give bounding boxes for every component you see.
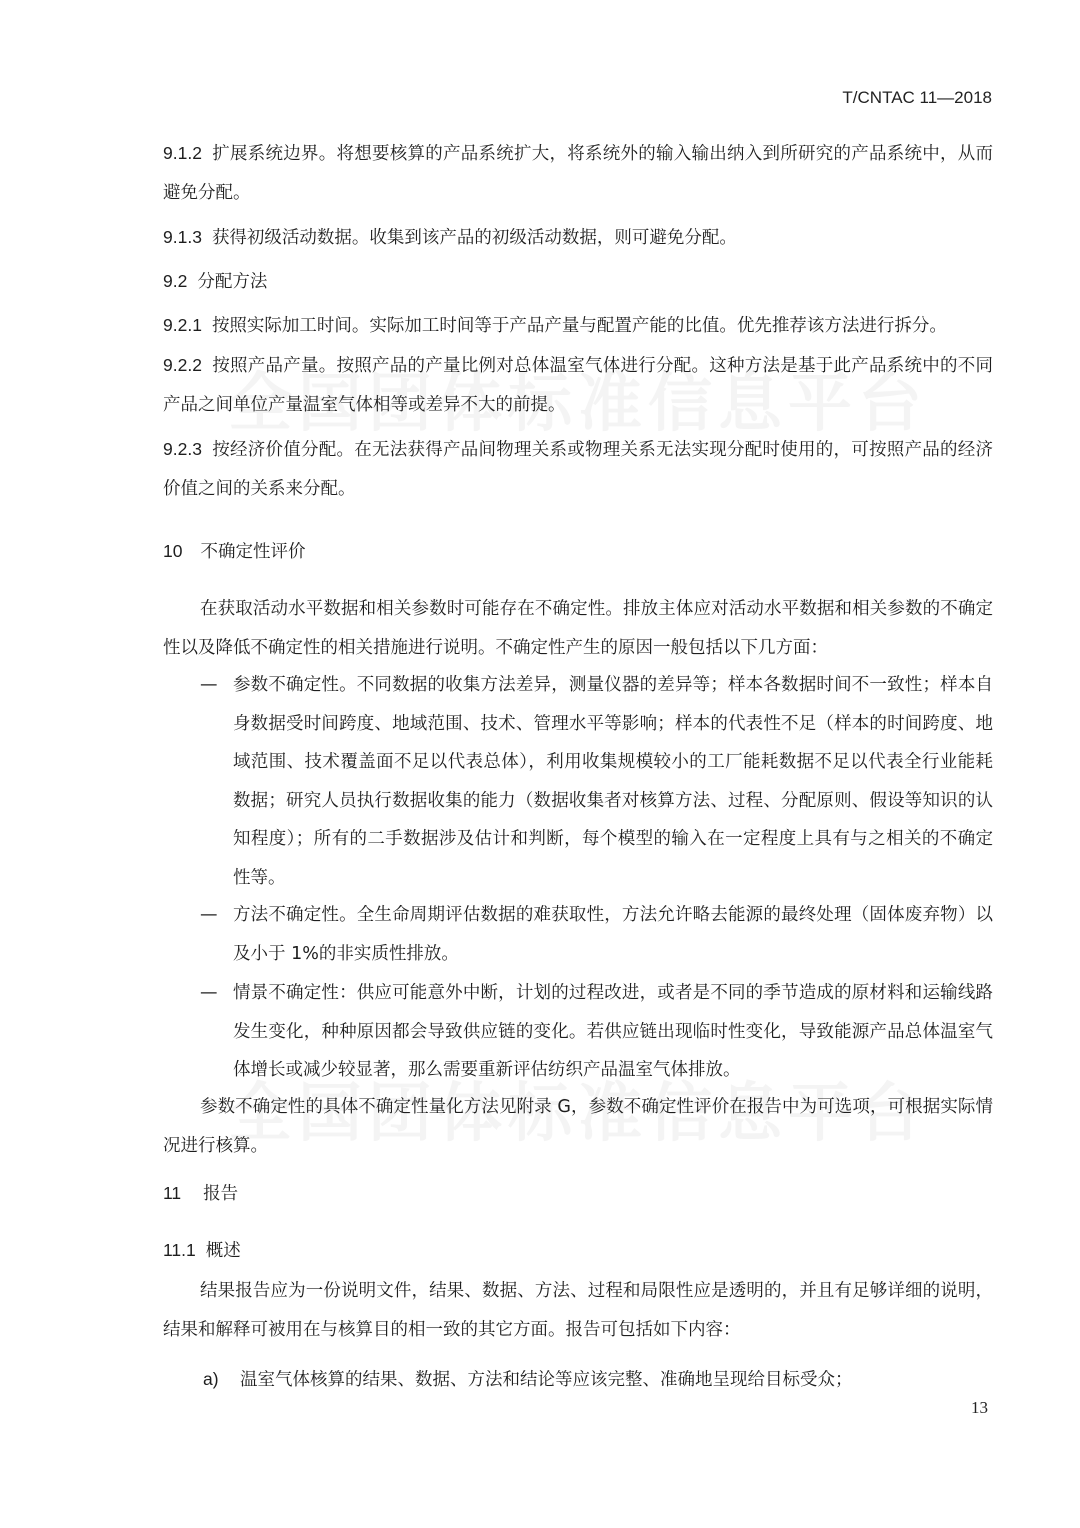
dash-list-item (200, 896, 993, 973)
dash-bullet: — (200, 675, 218, 695)
section-10-closing: 参数不确定性的具体不确定性量化方法见附录 G，参数不确定性评价在报告中为可选项，可根据实际情况进行核算。 (163, 1097, 993, 1156)
heading-title: 不确定性评价 (200, 542, 306, 562)
heading-11 (163, 1180, 238, 1207)
clause-text: 按照产品产量。按照产品的产量比例对总体温室气体进行分配。这种方法是基于此产品系统中的不同产品之间单位产量温室气体相等或差异不大的前提。 (163, 356, 993, 415)
list-item-text: 温室气体核算的结果、数据、方法和结论等应该完整、准确地呈现给目标受众； (240, 1370, 853, 1390)
clause-9-1-2 (163, 134, 993, 212)
heading-number: 11 (163, 1183, 182, 1203)
list-item-label: a) (203, 1369, 219, 1389)
clause-number: 9.2.3 (163, 439, 202, 459)
clause-number: 9.1.3 (163, 227, 202, 247)
heading-number: 10 (163, 541, 183, 561)
dash-bullet: — (200, 983, 218, 1003)
heading-11-1 (163, 1237, 241, 1264)
section-11-1-intro: 结果报告应为一份说明文件，结果、数据、方法、过程和局限性应是透明的，并且有足够详细的说明，结果和解释可被用在与核算目的相一致的其它方面。报告可包括如下内容： (163, 1281, 993, 1340)
page-number: 13 (971, 1398, 988, 1417)
clause-number: 9.1.2 (163, 143, 202, 163)
list-item-text: 方法不确定性。全生命周期评估数据的难获取性，方法允许略去能源的最终处理（固体废弃物）以及小于 1%的非实质性排放。 (233, 905, 993, 964)
clause-text: 扩展系统边界。将想要核算的产品系统扩大，将系统外的输入输出纳入到所研究的产品系统中，从而避免分配。 (163, 144, 993, 203)
section-10-intro: 在获取活动水平数据和相关参数时可能存在不确定性。排放主体应对活动水平数据和相关参数的不确定性以及降低不确定性的相关措施进行说明。不确定性产生的原因一般包括以下几方面： (163, 599, 993, 658)
heading-title: 分配方法 (197, 272, 268, 292)
clause-text: 获得初级活动数据。收集到该产品的初级活动数据，则可避免分配。 (211, 228, 737, 248)
clause-9-2-2 (163, 346, 993, 424)
heading-10 (163, 538, 305, 565)
heading-title: 概述 (205, 1241, 241, 1261)
heading-title: 报告 (203, 1184, 239, 1204)
heading-number: 11.1 (163, 1240, 196, 1260)
clause-9-1-3 (163, 218, 993, 258)
alpha-list-item (203, 1360, 993, 1400)
clause-text: 按照实际加工时间。实际加工时间等于产品产量与配置产能的比值。优先推荐该方法进行拆分。 (211, 316, 947, 336)
dash-list-item (200, 666, 993, 897)
clause-number: 9.2.2 (163, 355, 202, 375)
document-code: T/CNTAC 11—2018 (842, 88, 992, 107)
heading-number: 9.2 (163, 271, 188, 291)
clause-text: 按经济价值分配。在无法获得产品间物理关系或物理关系无法实现分配时使用的，可按照产品的经济价值之间的关系来分配。 (163, 440, 993, 499)
heading-9-2 (163, 268, 267, 295)
dash-list-item (200, 974, 993, 1090)
clause-number: 9.2.1 (163, 315, 202, 335)
dash-bullet: — (200, 905, 218, 925)
list-item-text: 参数不确定性。不同数据的收集方法差异，测量仪器的差异等；样本各数据时间不一致性；样本自身数据受时间跨度、地域范围、技术、管理水平等影响；样本的代表性不足（样本的时间跨度、地域范围、技术覆盖面不足以代表总体），利用收集规模较小的工厂能耗数据不足以代表全行业能耗数据；研究人员执行数据收集的能力（数据收集者对核算方法、过程、分配原则、假设等知识的认知程度）；所有的二手数据涉及估计和判断，每个模型的输入在一定程度上具有与之相关的不确定性等。 (233, 675, 993, 888)
clause-9-2-3 (163, 430, 993, 508)
list-item-text: 情景不确定性：供应可能意外中断，计划的过程改进，或者是不同的季节造成的原材料和运输线路发生变化，种种原因都会导致供应链的变化。若供应链出现临时性变化，导致能源产品总体温室气体增长或减少较显著，那么需要重新评估纺织产品温室气体排放。 (233, 983, 993, 1080)
clause-9-2-1 (163, 306, 993, 346)
